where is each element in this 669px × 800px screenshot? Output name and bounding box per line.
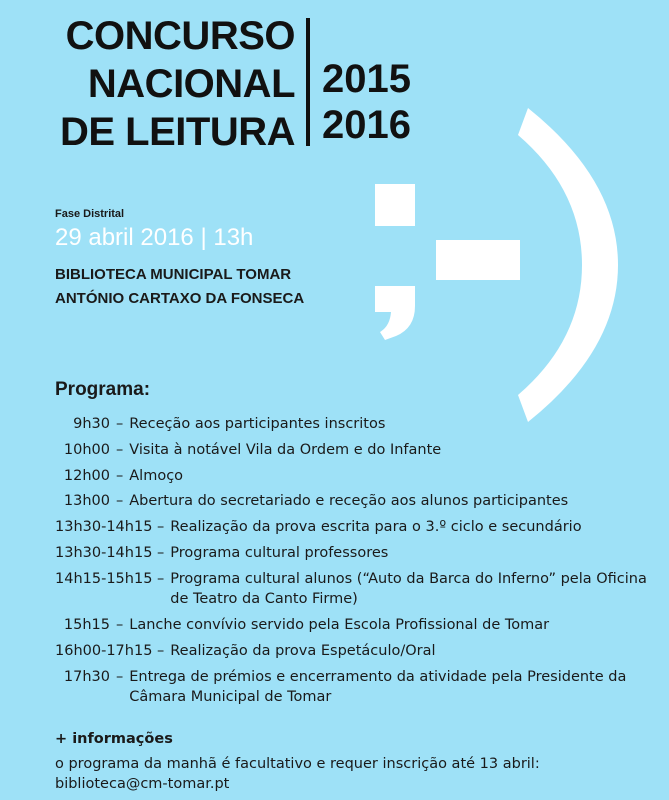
info-text: o programa da manhã é facultativo e requer inscrição até 13 abril: [55, 756, 540, 772]
schedule-desc: Realização da prova Espetáculo/Oral [170, 642, 436, 659]
schedule-dash: – [157, 544, 165, 561]
info-email-link[interactable]: biblioteca@cm-tomar.pt [55, 776, 230, 792]
schedule-row [55, 641, 655, 662]
schedule-time: 16h00-17h15 [55, 642, 153, 659]
schedule-row [55, 440, 655, 461]
schedule-row [55, 543, 655, 564]
schedule-desc: Visita à notável Vila da Ordem e do Infante [129, 441, 442, 458]
schedule-dash: – [116, 617, 124, 634]
contest-title [55, 12, 295, 156]
winking-smiley-icon [360, 100, 620, 430]
title-line-2: NACIONAL [87, 62, 295, 106]
program-schedule [55, 414, 655, 713]
schedule-time: 13h00 [63, 493, 110, 510]
title-line-3: DE LEITURA [60, 110, 295, 154]
schedule-row [55, 569, 655, 610]
schedule-desc: Lanche convívio servido pela Escola Profissional de Tomar [129, 617, 550, 634]
schedule-dash: – [116, 493, 124, 510]
smiley-dash [436, 240, 520, 280]
schedule-row [55, 667, 655, 708]
schedule-desc: Entrega de prémios e encerramento da atividade pela Presidente da Câmara Municipal de Tomar [129, 668, 627, 706]
smiley-comma [375, 286, 415, 340]
schedule-desc: Programa cultural professores [170, 544, 389, 561]
schedule-time: 10h00 [63, 441, 110, 458]
program-heading: Programa: [55, 379, 151, 400]
schedule-row [55, 615, 655, 636]
schedule-desc: Receção aos participantes inscritos [129, 416, 386, 432]
event-venue [55, 263, 304, 311]
title-line-1: CONCURSO [65, 14, 295, 58]
schedule-desc: Programa cultural alunos (“Auto da Barca do Inferno” pela Oficina de Teatro da Canto Firme) [170, 570, 647, 608]
schedule-dash: – [157, 570, 165, 587]
schedule-time: 15h15 [63, 617, 110, 634]
schedule-dash: – [116, 416, 124, 432]
event-phase: Fase Distrital [55, 208, 125, 220]
schedule-time: 14h15-15h15 [55, 570, 153, 587]
event-date: 29 abril 2016 | 13h [55, 224, 254, 251]
smiley-paren [518, 108, 618, 422]
schedule-time: 17h30 [63, 668, 110, 685]
schedule-desc: Realização da prova escrita para o 3.º ciclo e secundário [170, 519, 582, 536]
schedule-time: 9h30 [73, 416, 110, 432]
schedule-dash: – [157, 642, 165, 659]
schedule-desc: Almoço [129, 467, 184, 484]
schedule-time: 13h30-14h15 [55, 519, 153, 536]
schedule-row [55, 517, 655, 538]
schedule-dash: – [157, 519, 165, 536]
schedule-row [55, 414, 655, 435]
schedule-dash: – [116, 441, 124, 458]
schedule-time: 13h30-14h15 [55, 544, 153, 561]
year-line-2: 2016 [322, 103, 411, 147]
venue-line-2: ANTÓNIO CARTAXO DA FONSECA [55, 290, 305, 307]
schedule-time: 12h00 [63, 467, 110, 484]
schedule-desc: Abertura do secretariado e receção aos alunos participantes [129, 493, 569, 510]
schedule-dash: – [116, 668, 124, 685]
schedule-row [55, 466, 655, 487]
info-heading: + informações [55, 731, 173, 747]
schedule-dash: – [116, 467, 124, 484]
schedule-row [55, 491, 655, 512]
year-line-1: 2015 [322, 57, 411, 101]
title-divider [306, 18, 310, 146]
venue-line-1: BIBLIOTECA MUNICIPAL TOMAR [55, 266, 292, 283]
smiley-dot [375, 184, 415, 226]
